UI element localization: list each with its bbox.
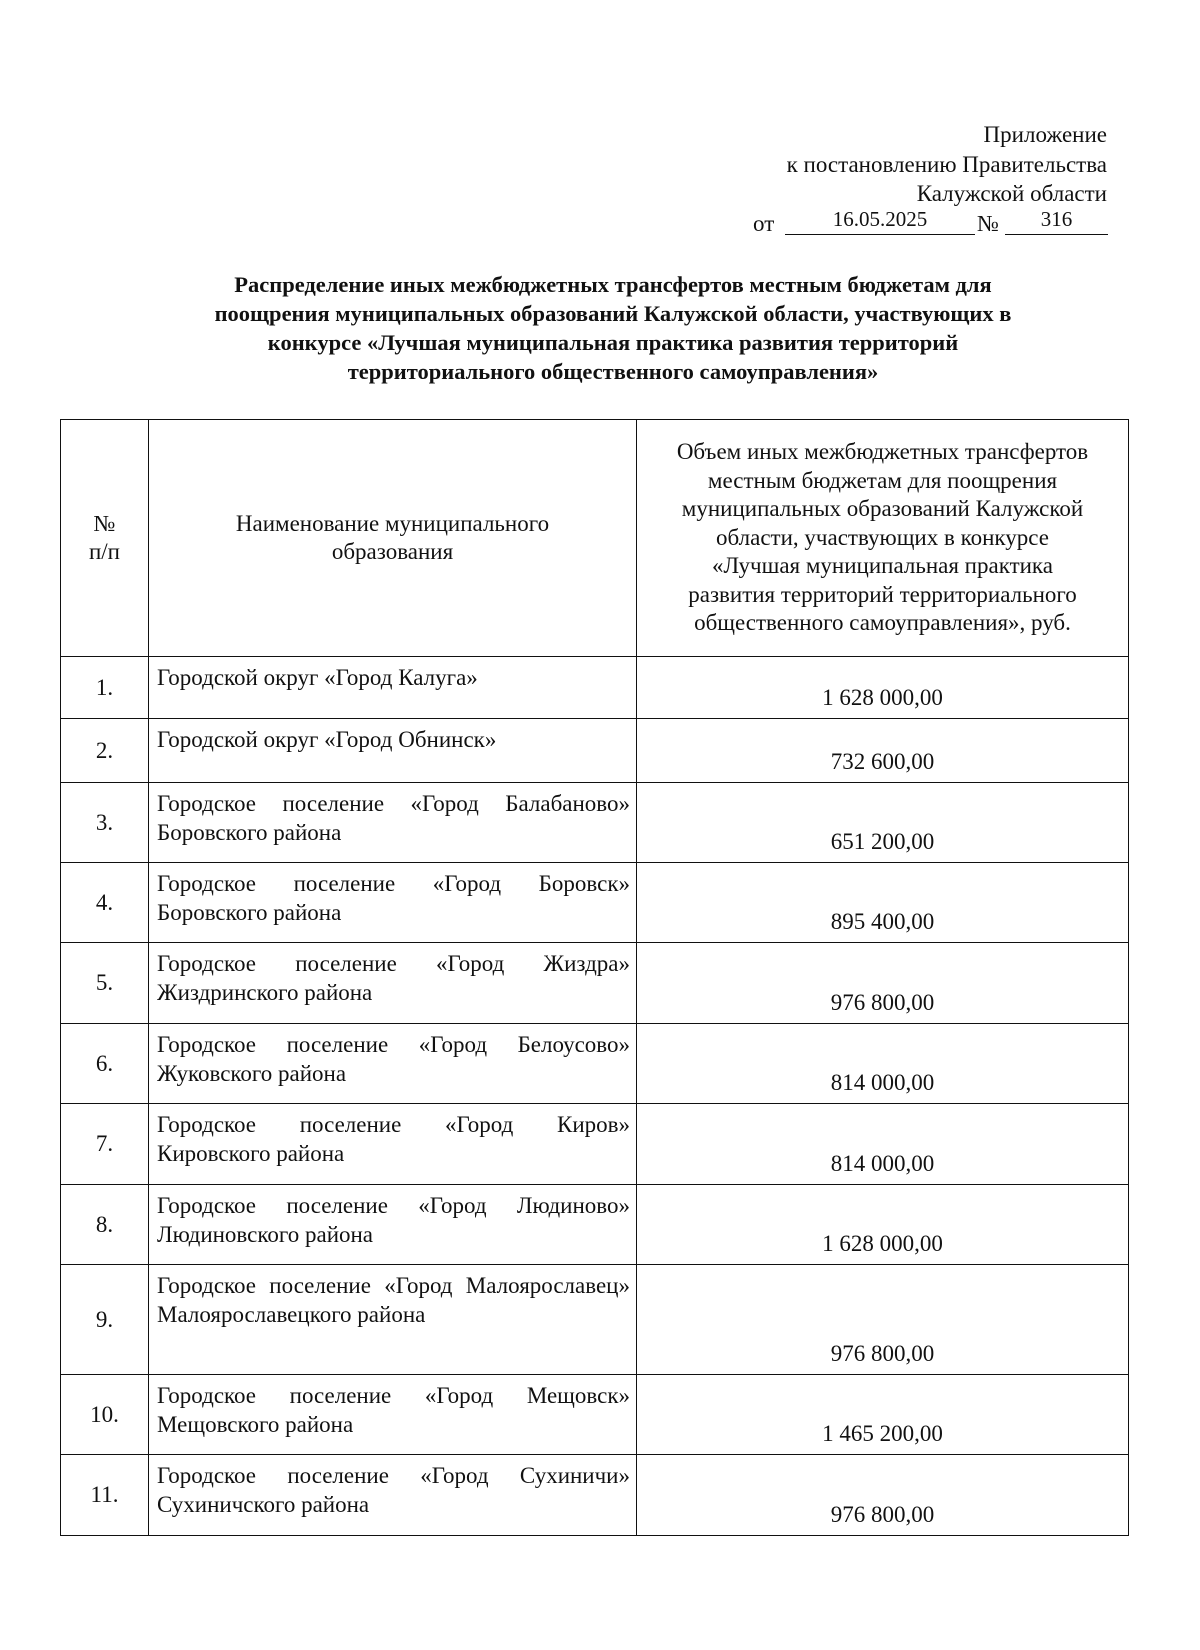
row-num: 9. — [61, 1265, 149, 1375]
row-name: Городское поселение «Город Балабаново» Боровского района — [149, 783, 637, 863]
title-line: поощрения муниципальных образований Калужской области, участвующих в — [214, 301, 1012, 326]
header-name-line: Наименование муниципального — [235, 510, 550, 536]
appendix-region: Калужской области — [916, 181, 1107, 206]
appendix-header — [587, 120, 1107, 209]
table-header-row — [61, 420, 1129, 657]
row-amount: 651 200,00 — [637, 783, 1129, 863]
header-amount-line: местным бюджетам для поощрения — [707, 467, 1058, 493]
header-num-line: № — [93, 510, 116, 536]
title-line: Распределение иных межбюджетных трансфертов местным бюджетам для — [234, 272, 992, 297]
table-row — [61, 1185, 1129, 1265]
header-amount-line: развития территорий территориального — [688, 581, 1077, 607]
row-amount: 1 628 000,00 — [637, 1185, 1129, 1265]
document-title — [150, 270, 1076, 386]
header-num — [61, 420, 149, 657]
table-row — [61, 657, 1129, 719]
table-row — [61, 719, 1129, 783]
title-line: территориального общественного самоуправления» — [347, 359, 879, 384]
row-num: 5. — [61, 943, 149, 1024]
row-amount: 976 800,00 — [637, 943, 1129, 1024]
row-amount: 895 400,00 — [637, 863, 1129, 943]
document-date-line — [753, 203, 1108, 236]
row-amount: 814 000,00 — [637, 1024, 1129, 1104]
row-name: Городское поселение «Город Киров» Кировского района — [149, 1104, 637, 1185]
row-name: Городское поселение «Город Жиздра» Жиздринского района — [149, 943, 637, 1024]
row-name: Городской округ «Город Обнинск» — [149, 719, 637, 783]
row-amount: 732 600,00 — [637, 719, 1129, 783]
row-num: 1. — [61, 657, 149, 719]
row-name: Городское поселение «Город Боровск» Боровского района — [149, 863, 637, 943]
appendix-resolution: к постановлению Правительства — [786, 151, 1107, 177]
row-name: Городское поселение «Город Сухиничи» Сухиничского района — [149, 1455, 637, 1536]
table-row — [61, 1265, 1129, 1375]
row-name: Городское поселение «Город Белоусово» Жуковского района — [149, 1024, 637, 1104]
row-num: 6. — [61, 1024, 149, 1104]
row-name: Городское поселение «Город Малоярославец» Малоярославецкого района — [149, 1265, 637, 1375]
header-name — [149, 420, 637, 657]
row-name: Городское поселение «Город Людиново» Людиновского района — [149, 1185, 637, 1265]
row-amount: 1 628 000,00 — [637, 657, 1129, 719]
row-num: 4. — [61, 863, 149, 943]
transfers-table — [60, 419, 1129, 1536]
table-row — [61, 1024, 1129, 1104]
appendix-label: Приложение — [983, 122, 1107, 147]
header-amount — [637, 420, 1129, 657]
row-amount: 814 000,00 — [637, 1104, 1129, 1185]
table-row — [61, 783, 1129, 863]
header-name-line: образования — [331, 539, 454, 564]
header-amount-line: «Лучшая муниципальная практика — [712, 553, 1053, 579]
header-amount-line: общественного самоуправления», руб. — [694, 610, 1071, 636]
row-amount: 1 465 200,00 — [637, 1375, 1129, 1455]
row-amount: 976 800,00 — [637, 1455, 1129, 1536]
header-num-line: п/п — [88, 539, 120, 564]
header-amount-line: области, участвующих в конкурсе — [716, 524, 1049, 550]
table-row — [61, 1375, 1129, 1455]
row-num: 2. — [61, 719, 149, 783]
number-sign: № — [977, 211, 999, 236]
row-num: 10. — [61, 1375, 149, 1455]
row-num: 8. — [61, 1185, 149, 1265]
row-name: Городское поселение «Город Мещовск» Мещовского района — [149, 1375, 637, 1455]
row-num: 3. — [61, 783, 149, 863]
table-row — [61, 863, 1129, 943]
row-num: 7. — [61, 1104, 149, 1185]
date-prefix: от — [753, 211, 775, 236]
table-row — [61, 943, 1129, 1024]
title-line: конкурсе «Лучшая муниципальная практика развития территорий — [267, 330, 959, 355]
document-number: 316 — [1005, 211, 1108, 235]
document-date: 16.05.2025 — [785, 211, 975, 235]
row-num: 11. — [61, 1455, 149, 1536]
row-name: Городской округ «Город Калуга» — [149, 657, 637, 719]
table-row — [61, 1104, 1129, 1185]
table-row — [61, 1455, 1129, 1536]
header-amount-line: Объем иных межбюджетных трансфертов — [676, 439, 1089, 465]
row-amount: 976 800,00 — [637, 1265, 1129, 1375]
header-amount-line: муниципальных образований Калужской — [681, 496, 1084, 522]
